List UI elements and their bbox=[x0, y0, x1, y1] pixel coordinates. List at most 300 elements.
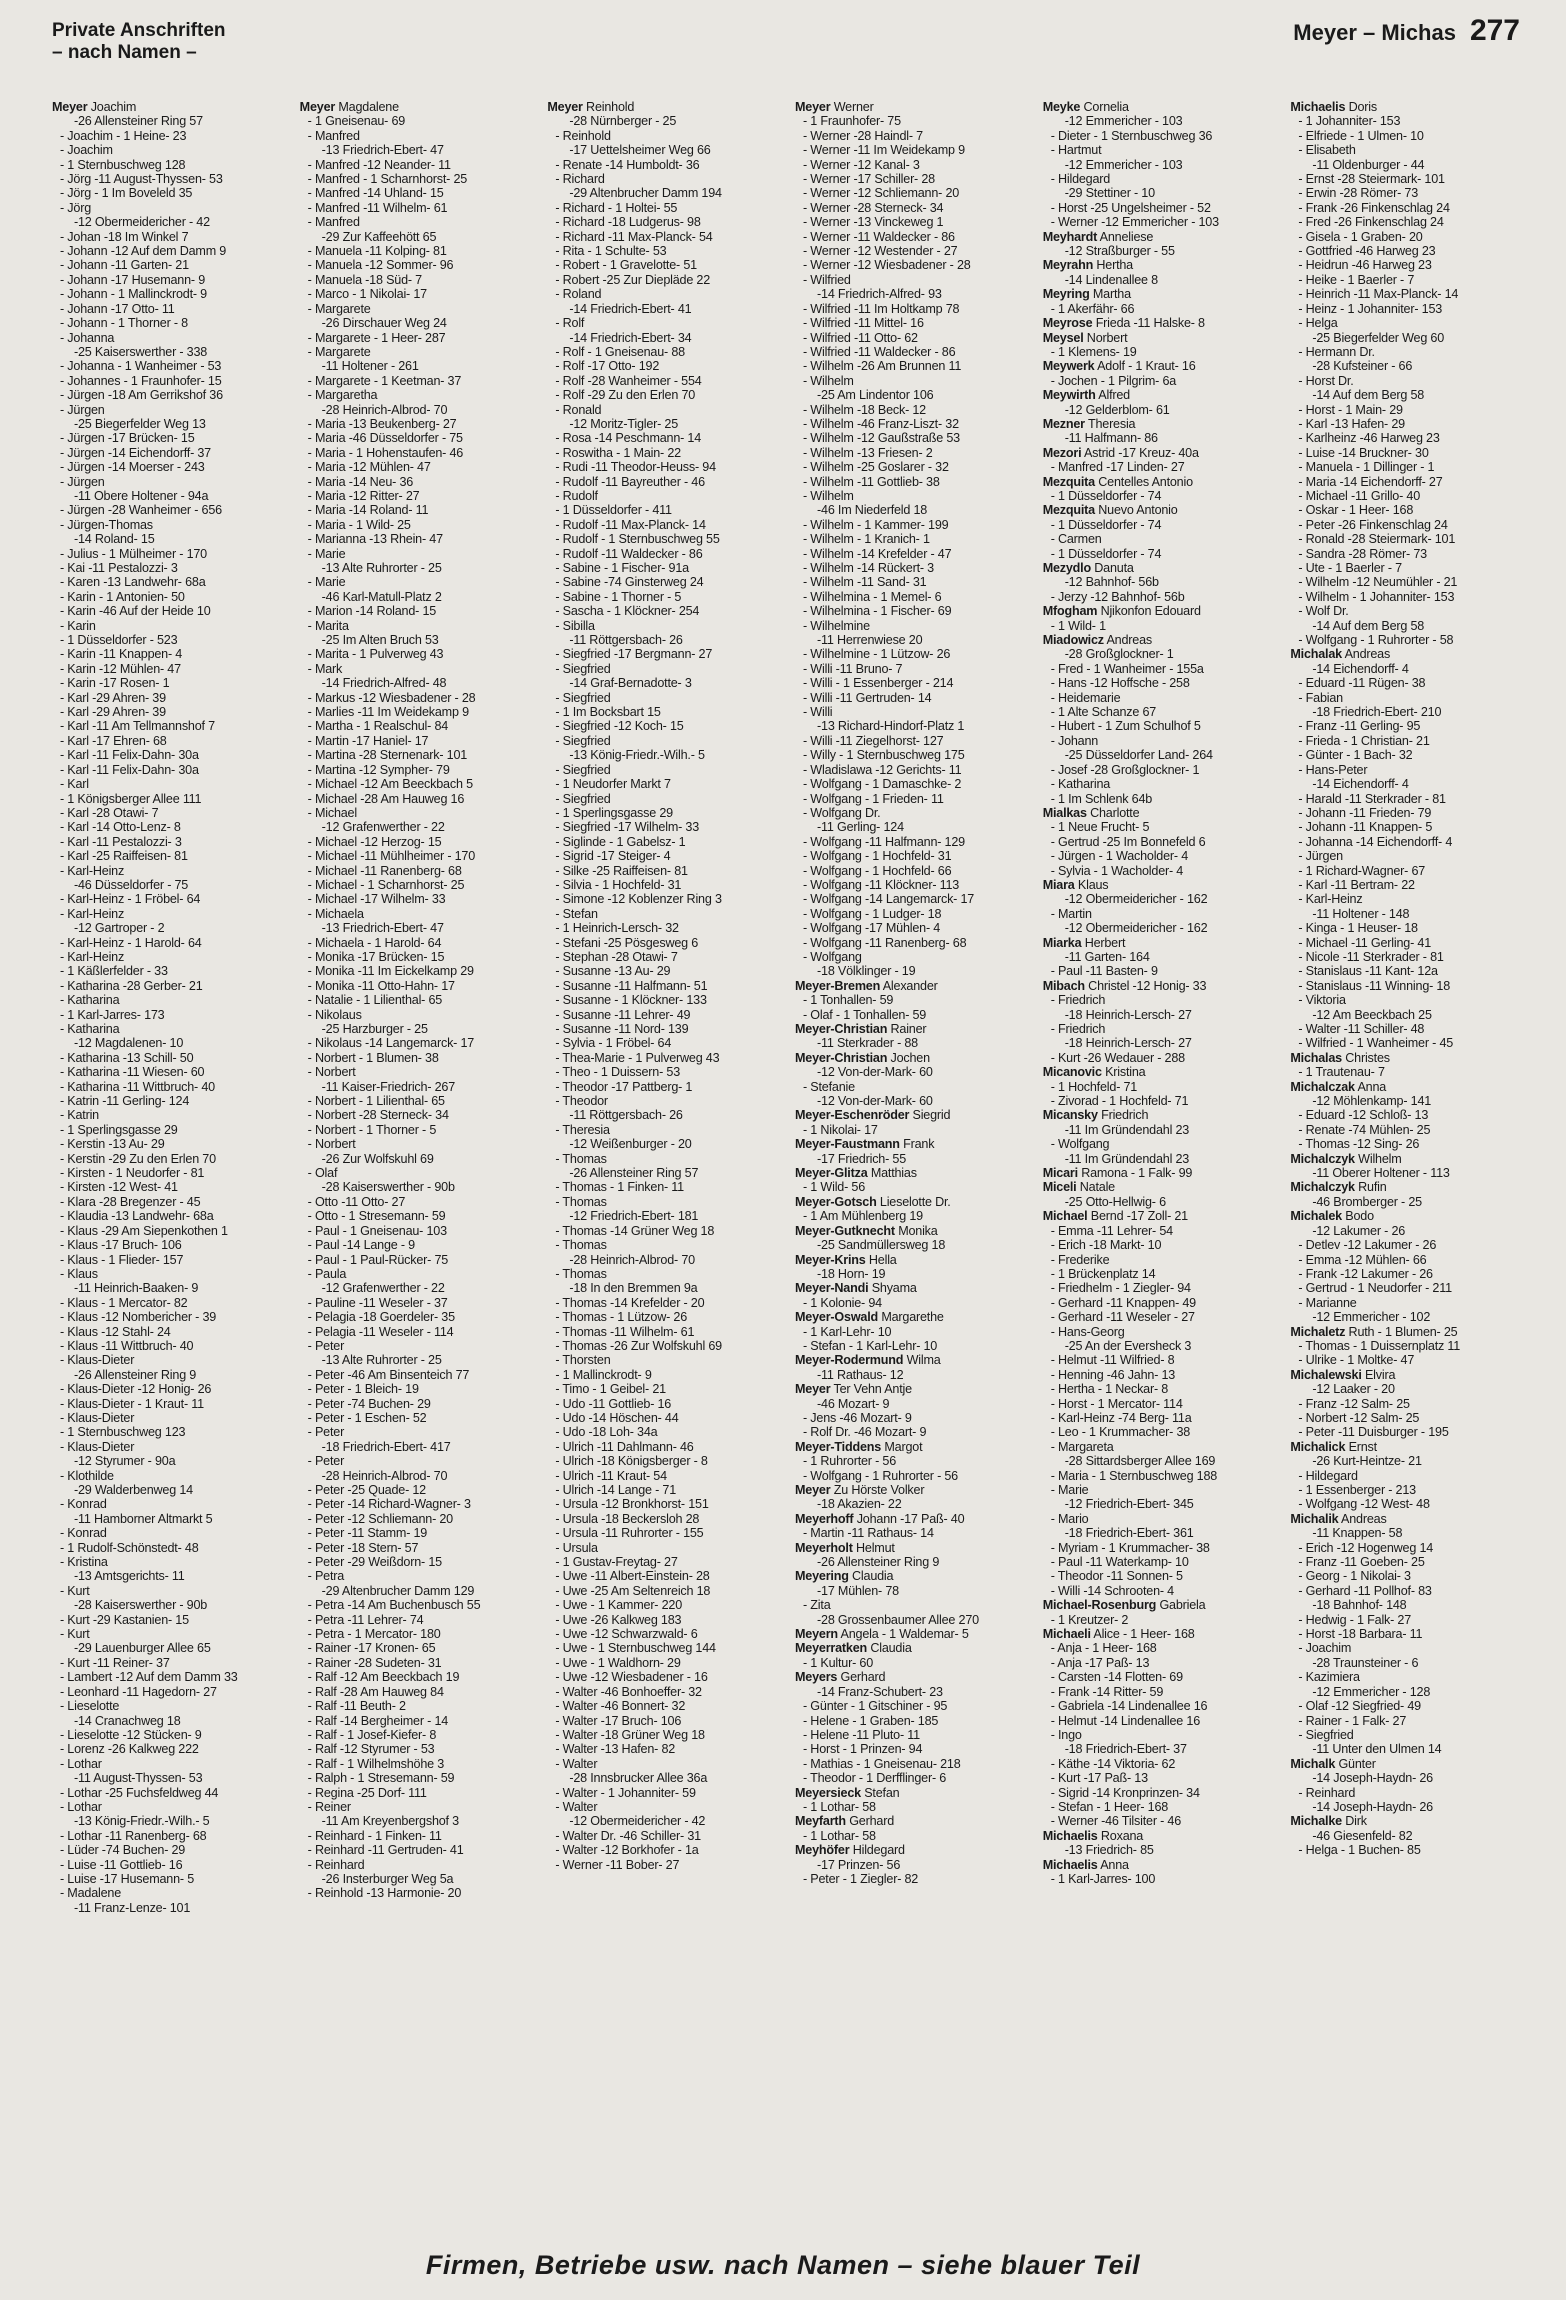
directory-entry: - Katharina -11 Wittbruch- 40 bbox=[60, 1079, 215, 1094]
directory-entry: - Gabriela -14 Lindenallee 16 bbox=[1050, 1699, 1208, 1714]
directory-entry: - 1 Gneisenau- 69 bbox=[307, 114, 406, 129]
directory-entry: - Martha - 1 Realschul- 84 bbox=[307, 719, 449, 734]
directory-entry: -25 Sandmüllersweg 18 bbox=[817, 1238, 946, 1253]
directory-entry: Meyern Angela - 1 Waldemar- 5 bbox=[795, 1627, 969, 1642]
surname: Meyer bbox=[795, 100, 831, 114]
surname: Meyer bbox=[547, 100, 583, 114]
directory-entry: - Theodor -17 Pattberg- 1 bbox=[555, 1079, 693, 1094]
directory-entry: - Wolfgang - 1 Damaschke- 2 bbox=[803, 777, 962, 792]
directory-entry: -12 Magdalenen- 10 bbox=[74, 1036, 184, 1051]
directory-entry: -18 Völklinger - 19 bbox=[817, 964, 916, 979]
directory-entry: -28 Kaiserswerther - 90b bbox=[74, 1598, 208, 1613]
directory-entry: - Susanne -11 Halfmann- 51 bbox=[555, 978, 708, 993]
directory-entry: - Wilhelm -25 Goslarer - 32 bbox=[803, 460, 949, 475]
directory-entry: - Carsten -14 Flotten- 69 bbox=[1050, 1670, 1183, 1685]
directory-entry: - Jens -46 Mozart- 9 bbox=[803, 1410, 912, 1425]
directory-entry: - Zivorad - 1 Hochfeld- 71 bbox=[1050, 1094, 1189, 1109]
directory-entry: - Walter - 1 Johanniter- 59 bbox=[555, 1785, 696, 1800]
directory-entry: Micansky Friedrich bbox=[1042, 1108, 1149, 1123]
directory-entry: - Norbert - 1 Blumen- 38 bbox=[307, 1050, 439, 1065]
directory-entry: - Uwe - 1 Kammer- 220 bbox=[555, 1598, 683, 1613]
directory-entry: Mfogham Njikonfon Edouard bbox=[1042, 604, 1201, 619]
directory-entry: - Wilhelm -11 Sand- 31 bbox=[803, 575, 927, 590]
directory-entry: - Ulrich -11 Kraut- 54 bbox=[555, 1468, 667, 1483]
directory-entry: - Lorenz -26 Kalkweg 222 bbox=[60, 1742, 199, 1757]
directory-entry: -14 Lindenallee 8 bbox=[1064, 272, 1158, 287]
directory-entry: - Karl-Heinz bbox=[60, 906, 125, 921]
directory-entry: - Rolf -29 Zu den Erlen 70 bbox=[555, 388, 696, 403]
directory-entry: -14 Friedrich-Ebert- 34 bbox=[569, 330, 692, 345]
directory-entry: - Hedwig - 1 Falk- 27 bbox=[1298, 1612, 1412, 1627]
directory-entry: - Manfred bbox=[307, 128, 360, 143]
directory-entry: - 1 Alte Schanze 67 bbox=[1050, 705, 1157, 720]
directory-entry: - Manfred -11 Wilhelm- 61 bbox=[307, 200, 448, 215]
directory-entry: -46 Mozart- 9 bbox=[817, 1396, 890, 1411]
directory-entry: -28 Kufsteiner - 66 bbox=[1312, 359, 1413, 374]
directory-entry: - Reinhold -13 Harmonie- 20 bbox=[307, 1886, 462, 1901]
directory-entry: Meyer-Faustmann Frank bbox=[795, 1137, 935, 1152]
directory-entry: - Rudolf - 1 Sternbuschweg 55 bbox=[555, 532, 720, 547]
directory-entry: - Anja - 1 Heer- 168 bbox=[1050, 1641, 1157, 1656]
directory-entry: - Rainer -28 Sudeten- 31 bbox=[307, 1655, 442, 1670]
surname: Michalk bbox=[1290, 1756, 1336, 1771]
directory-entry: - Jochen - 1 Pilgrim- 6a bbox=[1050, 373, 1177, 388]
surname: Meywerk bbox=[1042, 359, 1095, 374]
directory-entry: - Julius - 1 Mülheimer - 170 bbox=[60, 546, 207, 561]
directory-entry: -11 Kaiser-Friedrich- 267 bbox=[321, 1079, 456, 1094]
directory-entry: -12 Friedrich-Ebert- 181 bbox=[569, 1209, 699, 1224]
directory-entry: - Peter -18 Stern- 57 bbox=[307, 1540, 419, 1555]
directory-entry: - Kurt -29 Kastanien- 15 bbox=[60, 1612, 189, 1627]
directory-entry: - Klaus -12 Nombericher - 39 bbox=[60, 1310, 217, 1325]
surname: Meyer-Gutknecht bbox=[795, 1223, 895, 1238]
directory-entry: - 1 Brückenplatz 14 bbox=[1050, 1266, 1156, 1281]
directory-entry: - 1 Heinrich-Lersch- 32 bbox=[555, 921, 679, 936]
directory-entry: - Walter -46 Bonhoeffer- 32 bbox=[555, 1684, 702, 1699]
directory-entry: Meyer Joachim bbox=[52, 100, 137, 114]
directory-entry: - Klaus -17 Bruch- 106 bbox=[60, 1238, 182, 1253]
directory-entry: - 1 Gustav-Freytag- 27 bbox=[555, 1555, 678, 1570]
directory-entry: - Uwe -26 Kalkweg 183 bbox=[555, 1612, 682, 1627]
directory-entry: - Jürgen bbox=[1298, 849, 1343, 864]
directory-entry: - Gottfried -46 Harweg 23 bbox=[1298, 244, 1436, 259]
directory-entry: - Helene - 1 Graben- 185 bbox=[803, 1713, 939, 1728]
directory-entry: - Hermann Dr. bbox=[1298, 344, 1375, 359]
directory-entry: - Konrad bbox=[60, 1526, 107, 1541]
directory-entry: - Wilhelm bbox=[803, 488, 854, 503]
directory-entry: - 1 Trautenau- 7 bbox=[1298, 1065, 1385, 1080]
directory-entry: - Maria -12 Mühlen- 47 bbox=[307, 460, 431, 475]
directory-entry: - 1 Kolonie- 94 bbox=[803, 1295, 882, 1310]
directory-entry: - Peter bbox=[307, 1338, 345, 1353]
directory-entry: - Lambert -12 Auf dem Damm 33 bbox=[60, 1670, 238, 1685]
directory-entry: - 1 Käßlerfelder - 33 bbox=[60, 964, 168, 979]
directory-entry: - Wolfgang - 1 Hochfeld- 66 bbox=[803, 863, 952, 878]
directory-entry: - Peter -12 Schliemann- 20 bbox=[307, 1511, 453, 1526]
directory-entry: Meyer Reinhold bbox=[547, 100, 635, 114]
directory-entry: - Rainer -17 Kronen- 65 bbox=[307, 1641, 436, 1656]
directory-entry: - Jörg bbox=[60, 200, 91, 215]
directory-entry: -12 Laaker - 20 bbox=[1312, 1382, 1395, 1397]
directory-entry: - Peter - 1 Ziegler- 82 bbox=[803, 1871, 919, 1886]
directory-entry: Meyer-Nandi Shyama bbox=[795, 1281, 917, 1296]
directory-column-2 bbox=[300, 100, 536, 2210]
directory-entry: - Karl -11 Am Tellmannshof 7 bbox=[60, 719, 215, 734]
directory-entry: - Rosa -14 Peschmann- 14 bbox=[555, 431, 702, 446]
directory-entry: - Martina -12 Sympher- 79 bbox=[307, 762, 450, 777]
directory-entry: - Hartmut bbox=[1050, 143, 1102, 158]
surname: Meyer-Christian bbox=[795, 1050, 888, 1065]
directory-entry: - Lieselotte -12 Stücken- 9 bbox=[60, 1727, 202, 1742]
directory-entry: - Michael bbox=[307, 805, 357, 820]
directory-entry: - Lothar -11 Ranenberg- 68 bbox=[60, 1828, 207, 1843]
directory-entry: - Willi - 1 Essenberger - 214 bbox=[803, 676, 954, 691]
directory-entry: - 1 Im Schlenk 64b bbox=[1050, 791, 1153, 806]
directory-entry: - Ulrich -11 Dahlmann- 46 bbox=[555, 1439, 694, 1454]
surname: Michaelis bbox=[1042, 1857, 1098, 1872]
directory-entry: - Manfred -17 Linden- 27 bbox=[1050, 460, 1185, 475]
directory-entry: - Ralf -11 Beuth- 2 bbox=[307, 1699, 406, 1714]
directory-entry: -17 Mühlen- 78 bbox=[817, 1583, 899, 1598]
directory-entry: - 1 Lothar- 58 bbox=[803, 1799, 876, 1814]
directory-entry: - Georg - 1 Nikolai- 3 bbox=[1298, 1569, 1411, 1584]
directory-entry: -12 Von-der-Mark- 60 bbox=[817, 1094, 933, 1109]
directory-entry: - Paul -11 Basten- 9 bbox=[1050, 964, 1158, 979]
directory-column-3 bbox=[547, 100, 783, 2210]
directory-entry: - Heidemarie bbox=[1050, 690, 1121, 705]
directory-entry: - Jürgen -14 Eichendorff- 37 bbox=[60, 445, 211, 460]
directory-entry: - Horst -18 Barbara- 11 bbox=[1298, 1627, 1423, 1642]
directory-entry: - Peter bbox=[307, 1454, 345, 1469]
directory-entry: - Luise -17 Husemann- 5 bbox=[60, 1871, 194, 1886]
directory-entry: - Marion -14 Roland- 15 bbox=[307, 604, 437, 619]
directory-entry: Michael-Rosenburg Gabriela bbox=[1042, 1598, 1206, 1613]
directory-entry: - Wilfried -11 Im Holtkamp 78 bbox=[803, 301, 960, 316]
directory-entry: - Wilhelmine bbox=[803, 618, 870, 633]
directory-entry: - Lothar -25 Fuchsfeldweg 44 bbox=[60, 1785, 219, 1800]
directory-entry: Michalik Andreas bbox=[1290, 1511, 1387, 1526]
directory-entry: - Johannes - 1 Fraunhofer- 15 bbox=[60, 373, 222, 388]
directory-entry: - Karin - 1 Antonien- 50 bbox=[60, 589, 185, 604]
directory-entry: - Eduard -11 Rügen- 38 bbox=[1298, 676, 1426, 691]
directory-entry: -11 Franz-Lenze- 101 bbox=[74, 1900, 191, 1915]
directory-entry: - Klaus -29 Am Siepenkothen 1 bbox=[60, 1223, 228, 1238]
directory-entry: - Otto -11 Otto- 27 bbox=[307, 1194, 406, 1209]
directory-entry: - Kazimiera bbox=[1298, 1670, 1360, 1685]
directory-entry: - Leo - 1 Krummacher- 38 bbox=[1050, 1425, 1191, 1440]
directory-entry: - Hans-Georg bbox=[1050, 1324, 1125, 1339]
directory-entry: - Ernst -28 Steiermark- 101 bbox=[1298, 172, 1445, 187]
directory-entry: - Sylvia - 1 Wacholder- 4 bbox=[1050, 863, 1184, 878]
directory-entry: Micanovic Kristina bbox=[1042, 1065, 1146, 1080]
directory-entry: - Wilhelm -12 Gaußstraße 53 bbox=[803, 431, 960, 446]
directory-entry: - Willi -11 Bruno- 7 bbox=[803, 661, 903, 676]
directory-entry: -14 Joseph-Haydn- 26 bbox=[1312, 1771, 1433, 1786]
directory-entry: - Lothar bbox=[60, 1799, 102, 1814]
directory-entry: -11 Garten- 164 bbox=[1064, 949, 1150, 964]
directory-entry: - Roland bbox=[555, 287, 602, 302]
directory-entry: - Martin -11 Rathaus- 14 bbox=[803, 1526, 934, 1541]
directory-entry: - Michael -12 Am Beeckbach 5 bbox=[307, 777, 473, 792]
directory-entry: -46 Karl-Matull-Platz 2 bbox=[321, 589, 442, 604]
directory-entry: - Wilhelm - 1 Johanniter- 153 bbox=[1298, 589, 1455, 604]
directory-entry: - Friedrich bbox=[1050, 993, 1106, 1008]
directory-entry: Meyer-Krins Hella bbox=[795, 1252, 897, 1267]
directory-entry: Meyfarth Gerhard bbox=[795, 1814, 895, 1829]
directory-entry: -18 Friedrich-Ebert- 210 bbox=[1312, 705, 1442, 720]
surname: Meyer bbox=[52, 100, 88, 114]
directory-entry: Mezquita Centelles Antonio bbox=[1042, 474, 1193, 489]
directory-entry: Meyer-Gotsch Lieselotte Dr. bbox=[795, 1194, 951, 1209]
directory-entry: - Katharina -11 Wiesen- 60 bbox=[60, 1065, 205, 1080]
directory-entry: - Detlev -12 Lakumer - 26 bbox=[1298, 1238, 1437, 1253]
directory-entry: Meywerk Adolf - 1 Kraut- 16 bbox=[1042, 359, 1196, 374]
directory-entry: - Karl -17 Ehren- 68 bbox=[60, 733, 167, 748]
directory-entry: - Karl -29 Ahren- 39 bbox=[60, 705, 166, 720]
directory-entry: - Ralf -12 Am Beeckbach 19 bbox=[307, 1670, 460, 1685]
name-range: Meyer – Michas bbox=[1293, 20, 1456, 45]
directory-entry: -14 Auf dem Berg 58 bbox=[1312, 618, 1425, 633]
directory-entry: - Peter -11 Stamm- 19 bbox=[307, 1526, 428, 1541]
directory-entry: - Timo - 1 Geibel- 21 bbox=[555, 1382, 666, 1397]
directory-entry: - Ursula -11 Ruhrorter - 155 bbox=[555, 1526, 704, 1541]
directory-entry: - Kerstin -29 Zu den Erlen 70 bbox=[60, 1151, 216, 1166]
page-header-left bbox=[52, 20, 226, 64]
surname: Meyer bbox=[299, 100, 336, 114]
directory-entry: Michalek Bodo bbox=[1290, 1209, 1374, 1224]
directory-entry: Meyhardt Anneliese bbox=[1042, 229, 1154, 244]
surname: Michaelis bbox=[1290, 100, 1346, 114]
directory-entry: - Norbert bbox=[307, 1065, 356, 1080]
directory-entry: - Michael -11 Mühlheimer - 170 bbox=[307, 849, 476, 864]
directory-entry: - Klaus-Dieter bbox=[60, 1439, 135, 1454]
directory-entry: -28 Großglockner- 1 bbox=[1064, 647, 1174, 662]
directory-entry: Miceli Natale bbox=[1042, 1180, 1115, 1195]
directory-entry: - 1 Wild- 1 bbox=[1050, 618, 1106, 633]
directory-entry: -11 Holtener - 261 bbox=[321, 359, 419, 374]
directory-entry: -11 Im Gründendahl 23 bbox=[1064, 1151, 1190, 1166]
surname: Michaelis bbox=[1042, 1828, 1098, 1843]
directory-entry: -12 Obermeidericher - 42 bbox=[569, 1814, 706, 1829]
directory-entry: - 1 Richard-Wagner- 67 bbox=[1298, 863, 1426, 878]
directory-entry: - Jürgen -28 Wanheimer - 656 bbox=[60, 503, 222, 518]
directory-entry: - Anja -17 Paß- 13 bbox=[1050, 1655, 1150, 1670]
directory-entry: - Wolfgang - 1 Ruhrorter - 58 bbox=[1298, 633, 1454, 648]
directory-entry: Meysel Norbert bbox=[1042, 330, 1128, 345]
surname: Meyer-Nandi bbox=[795, 1281, 869, 1296]
directory-entry: - Peter -11 Duisburger - 195 bbox=[1298, 1425, 1449, 1440]
surname: Meyer-Gotsch bbox=[795, 1194, 877, 1209]
directory-entry: Meyerholt Helmut bbox=[795, 1540, 895, 1555]
surname: Michalczak bbox=[1290, 1079, 1355, 1094]
directory-entry: Michaeli Alice - 1 Heer- 168 bbox=[1042, 1627, 1195, 1642]
directory-entry: Meyerratken Claudia bbox=[795, 1641, 912, 1656]
directory-entry: - Otto - 1 Stresemann- 59 bbox=[307, 1209, 446, 1224]
directory-entry: - Franz -12 Salm- 25 bbox=[1298, 1396, 1410, 1411]
directory-entry: - Wilfried -11 Waldecker - 86 bbox=[803, 344, 956, 359]
directory-entry: - Karlheinz -46 Harweg 23 bbox=[1298, 431, 1440, 446]
directory-entry: - Werner -46 Tilsiter - 46 bbox=[1050, 1814, 1182, 1829]
directory-entry: Mezner Theresia bbox=[1042, 416, 1136, 431]
directory-entry: -11 Knappen- 58 bbox=[1312, 1526, 1403, 1541]
directory-entry: - Michael -17 Wilhelm- 33 bbox=[307, 892, 446, 907]
directory-entry: -18 Horn- 19 bbox=[817, 1266, 886, 1281]
directory-entry: - Stephan -28 Otawi- 7 bbox=[555, 949, 678, 964]
surname: Michalak bbox=[1290, 647, 1342, 662]
directory-entry: Meyer-Rodermund Wilma bbox=[795, 1353, 941, 1368]
surname: Meyer-Oswald bbox=[795, 1310, 879, 1325]
directory-entry: - Wolfgang bbox=[803, 949, 862, 964]
surname: Meyrose bbox=[1042, 316, 1093, 331]
directory-entry: - Manfred bbox=[307, 215, 360, 230]
directory-entry: - Wilhelm -13 Friesen- 2 bbox=[803, 445, 933, 460]
directory-entry: - Joachim bbox=[1298, 1641, 1352, 1656]
directory-entry: - Dieter - 1 Sternbuschweg 36 bbox=[1050, 128, 1213, 143]
directory-entry: - Wilhelmina - 1 Fischer- 69 bbox=[803, 604, 952, 619]
directory-entry: - Johann -12 Auf dem Damm 9 bbox=[60, 244, 227, 259]
directory-entry: - Renate -14 Humboldt- 36 bbox=[555, 157, 700, 172]
directory-entry: - Klaus-Dieter bbox=[60, 1353, 135, 1368]
directory-entry: -14 Eichendorff- 4 bbox=[1312, 661, 1409, 676]
directory-entry: - Kurt -26 Wedauer - 288 bbox=[1050, 1050, 1185, 1065]
directory-entry: - Peter - 1 Bleich- 19 bbox=[307, 1382, 419, 1397]
directory-entry: -12 Gelderblom- 61 bbox=[1064, 402, 1170, 417]
directory-entry: - Jörg - 1 Im Boveleld 35 bbox=[60, 186, 193, 201]
directory-entry: - Johan -18 Im Winkel 7 bbox=[60, 229, 189, 244]
directory-entry: - Pauline -11 Weseler - 37 bbox=[307, 1295, 448, 1310]
directory-entry: - Maria -13 Beukenberg- 27 bbox=[307, 416, 457, 431]
directory-entry: - Ingo bbox=[1050, 1727, 1082, 1742]
surname: Meyer-Bremen bbox=[795, 978, 881, 993]
directory-entry: - 1 Sperlingsgasse 29 bbox=[60, 1122, 178, 1137]
directory-entry: -12 Emmericher - 103 bbox=[1064, 114, 1183, 129]
directory-entry: - Rudolf -11 Bayreuther - 46 bbox=[555, 474, 705, 489]
directory-entry: - Klaus-Dieter - 1 Kraut- 11 bbox=[60, 1396, 204, 1411]
directory-entry: -29 Lauenburger Allee 65 bbox=[74, 1641, 211, 1656]
directory-entry: - Michael -11 Gerling- 41 bbox=[1298, 935, 1432, 950]
directory-entry: - Martin -17 Haniel- 17 bbox=[307, 733, 429, 748]
directory-entry: Meyerhoff Johann -17 Paß- 40 bbox=[795, 1511, 965, 1526]
directory-entry: - Michaela - 1 Harold- 64 bbox=[307, 935, 442, 950]
directory-entry: - Karl -25 Raiffeisen- 81 bbox=[60, 849, 188, 864]
directory-entry: - 1 Neudorfer Markt 7 bbox=[555, 777, 671, 792]
directory-column-6 bbox=[1290, 100, 1526, 2210]
directory-entry: Meyer-Tiddens Margot bbox=[795, 1439, 923, 1454]
directory-entry: - Theresia bbox=[555, 1122, 610, 1137]
directory-entry: - Konrad bbox=[60, 1497, 107, 1512]
directory-entry: - Paul - 1 Paul-Rücker- 75 bbox=[307, 1252, 449, 1267]
surname: Meywirth bbox=[1042, 388, 1096, 403]
directory-entry: - Petra -14 Am Buchenbusch 55 bbox=[307, 1598, 481, 1613]
directory-entry: - Paul - 1 Gneisenau- 103 bbox=[307, 1223, 447, 1238]
directory-entry: - Fabian bbox=[1298, 690, 1343, 705]
directory-entry: - Hildegard bbox=[1050, 172, 1111, 187]
directory-entry: - Manfred - 1 Scharnhorst- 25 bbox=[307, 172, 468, 187]
directory-entry: - Klara -28 Bregenzer - 45 bbox=[60, 1194, 201, 1209]
directory-entry: - Johann - 1 Thorner - 8 bbox=[60, 316, 188, 331]
directory-entry: - Silvia - 1 Hochfeld- 31 bbox=[555, 877, 682, 892]
directory-column-5 bbox=[1043, 100, 1279, 2210]
directory-entry: - Werner -12 Westender - 27 bbox=[803, 244, 958, 259]
directory-entry: Meyer Werner bbox=[795, 100, 874, 114]
directory-entry: - Rudolf bbox=[555, 488, 598, 503]
directory-entry: -46 Im Niederfeld 18 bbox=[817, 503, 928, 518]
directory-entry: - Uwe - 1 Waldhorn- 29 bbox=[555, 1655, 681, 1670]
directory-entry: - Sigrid -17 Steiger- 4 bbox=[555, 849, 671, 864]
directory-entry: - Werner -12 Schliemann- 20 bbox=[803, 186, 960, 201]
directory-entry: - Rolf -28 Wanheimer - 554 bbox=[555, 373, 702, 388]
directory-entry: - Ralf -28 Am Hauweg 84 bbox=[307, 1684, 444, 1699]
directory-entry: - Sabine -74 Ginsterweg 24 bbox=[555, 575, 704, 590]
directory-entry: - Wolf Dr. bbox=[1298, 604, 1349, 619]
directory-entry: - Willy - 1 Sternbuschweg 175 bbox=[803, 748, 965, 763]
directory-entry: - Ronald bbox=[555, 402, 602, 417]
directory-entry: - 1 Düsseldorfer - 523 bbox=[60, 633, 178, 648]
directory-entry: - Rudi -11 Theodor-Heuss- 94 bbox=[555, 460, 716, 475]
directory-entry: Meyrose Frieda -11 Halske- 8 bbox=[1042, 316, 1205, 331]
footer-note: Firmen, Betriebe usw. nach Namen – siehe blauer Teil bbox=[425, 2250, 1141, 2280]
directory-entry: - Werner -13 Vinckeweg 1 bbox=[803, 215, 944, 230]
directory-entry: - Richard bbox=[555, 172, 605, 187]
directory-entry: - Kirsten -12 West- 41 bbox=[60, 1180, 178, 1195]
directory-entry: - Renate -74 Mühlen- 25 bbox=[1298, 1122, 1431, 1137]
directory-entry: -13 Richard-Hindorf-Platz 1 bbox=[817, 719, 965, 734]
directory-entry: - Ralf -14 Bergheimer - 14 bbox=[307, 1713, 449, 1728]
directory-entry: - Walter -46 Bonnert- 32 bbox=[555, 1699, 686, 1714]
directory-entry: Michalke Dirk bbox=[1290, 1814, 1367, 1829]
directory-entry: -28 Innsbrucker Allee 36a bbox=[569, 1771, 708, 1786]
directory-entry: -13 Friedrich-Ebert- 47 bbox=[321, 143, 444, 158]
directory-entry: - Wolfgang -11 Ranenberg- 68 bbox=[803, 935, 967, 950]
directory-entry: -28 Grossenbaumer Allee 270 bbox=[817, 1612, 979, 1627]
surname: Micari bbox=[1042, 1166, 1078, 1181]
directory-entry: -26 Allensteiner Ring 9 bbox=[817, 1555, 940, 1570]
directory-entry: - Marie bbox=[307, 546, 346, 561]
directory-entry: - Manfred -12 Neander- 11 bbox=[307, 157, 451, 172]
directory-entry: Miadowicz Andreas bbox=[1042, 633, 1152, 648]
directory-entry: Miara Klaus bbox=[1042, 877, 1109, 892]
directory-entry: - Norbert -12 Salm- 25 bbox=[1298, 1410, 1420, 1425]
directory-entry: - Walter bbox=[555, 1799, 598, 1814]
directory-entry: Meyer Zu Hörste Volker bbox=[795, 1483, 925, 1497]
directory-entry: - 1 Am Mühlenberg 19 bbox=[803, 1209, 923, 1224]
directory-entry: - Ursula -12 Bronkhorst- 151 bbox=[555, 1497, 709, 1512]
directory-entry: - Klaudia -13 Landwehr- 68a bbox=[60, 1209, 214, 1224]
surname: Meyerhoff bbox=[795, 1511, 854, 1526]
directory-entry: - Kurt -11 Reiner- 37 bbox=[60, 1655, 170, 1670]
directory-entry: - Werner -12 Wiesbadener - 28 bbox=[803, 258, 971, 273]
directory-entry: -28 Sittardsberger Allee 169 bbox=[1064, 1454, 1216, 1469]
directory-entry: -12 Styrumer - 90a bbox=[74, 1454, 176, 1469]
directory-entry: - Michael -12 Herzog- 15 bbox=[307, 834, 442, 849]
directory-entry: -18 Heinrich-Lersch- 27 bbox=[1064, 1036, 1192, 1051]
directory-entry: - Horst - 1 Mercator- 114 bbox=[1050, 1396, 1183, 1411]
directory-entry: -14 Joseph-Haydn- 26 bbox=[1312, 1799, 1433, 1814]
surname: Meyern bbox=[795, 1627, 838, 1642]
directory-entry: - Karl-Heinz bbox=[60, 863, 125, 878]
surname: Meyer bbox=[795, 1483, 831, 1497]
directory-entry: - Gertrud -25 Im Bonnefeld 6 bbox=[1050, 834, 1206, 849]
directory-entry: - Ralf -12 Styrumer - 53 bbox=[307, 1742, 435, 1757]
directory-entry: Micari Ramona - 1 Falk- 99 bbox=[1042, 1166, 1193, 1181]
directory-entry: - Karin -12 Mühlen- 47 bbox=[60, 661, 181, 676]
directory-entry: - Wladislawa -12 Gerichts- 11 bbox=[803, 762, 962, 777]
directory-entry: -13 Alte Ruhrorter - 25 bbox=[321, 1353, 442, 1368]
directory-entry: Meyersieck Stefan bbox=[795, 1785, 900, 1800]
directory-entry: - Reinhard bbox=[307, 1857, 365, 1872]
directory-entry: - Fred -26 Finkenschlag 24 bbox=[1298, 215, 1444, 230]
directory-entry: -14 Cranachweg 18 bbox=[74, 1713, 181, 1728]
